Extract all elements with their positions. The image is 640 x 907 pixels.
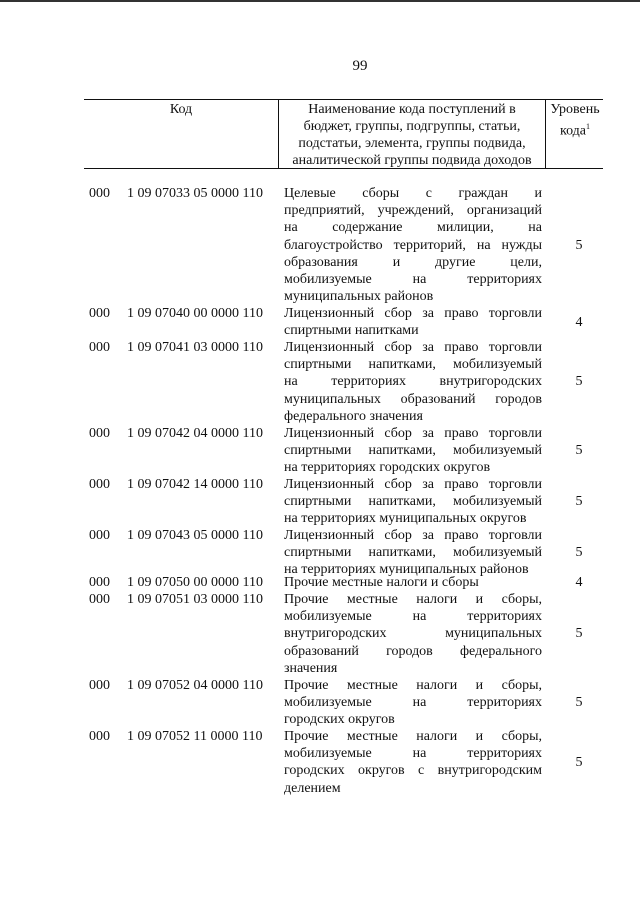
header-level-line: кода <box>559 123 587 139</box>
header-level-line: Уровень <box>550 102 600 117</box>
income-name <box>284 728 542 797</box>
income-name-line: спиртными напитками, мобилизуемый <box>284 494 542 510</box>
income-name-line: Прочие местные налоги и сборы, <box>284 729 542 744</box>
income-name <box>284 305 542 339</box>
header-name <box>279 101 545 169</box>
income-name-line: Целевые сборы с граждан и <box>284 186 542 201</box>
admin-code: 000 <box>89 340 110 355</box>
table-row <box>0 425 640 477</box>
income-name-line: спиртными напитками <box>284 323 419 339</box>
income-name <box>284 185 542 305</box>
income-code: 1 09 07051 03 0000 110 <box>127 592 263 607</box>
income-name-line: на территориях муниципальных районов <box>284 562 529 578</box>
admin-code: 000 <box>89 528 110 543</box>
admin-code: 000 <box>89 678 110 693</box>
income-name-line: благоустройство территорий, на нужды <box>284 237 542 253</box>
income-name-line: Лицензионный сбор за право торговли <box>284 528 542 543</box>
header-level <box>546 101 604 140</box>
income-name-line: мобилизуемые на территориях <box>284 695 542 711</box>
income-name-line: спиртными напитками, мобилизуемый <box>284 545 542 561</box>
income-name <box>284 677 542 729</box>
income-name-line: на территориях внутригородских <box>284 374 542 390</box>
income-name-line: Прочие местные налоги и сборы <box>284 575 479 590</box>
table-row <box>0 185 640 305</box>
page-number: 99 <box>352 58 368 74</box>
income-name-line: Лицензионный сбор за право торговли <box>284 477 542 492</box>
code-level: 4 <box>575 314 583 330</box>
income-name-line: на территориях городских округов <box>284 460 491 476</box>
income-name-line: Прочие местные налоги и сборы, <box>284 678 542 693</box>
income-name-line: спиртными напитками, мобилизуемый <box>284 443 542 459</box>
code-level: 5 <box>575 374 583 390</box>
income-name-line: муниципальных образований городов <box>284 391 542 407</box>
income-name-line: мобилизуемые на территориях <box>284 746 542 762</box>
income-code: 1 09 07050 00 0000 110 <box>127 575 263 590</box>
header-name-line: аналитической группы подвида доходов <box>292 153 532 168</box>
income-name-line: федерального значения <box>284 408 423 424</box>
income-name <box>284 339 542 425</box>
income-name-line: мобилизуемые на территориях <box>284 609 542 625</box>
code-level: 5 <box>575 443 583 459</box>
table-row <box>0 677 640 729</box>
admin-code: 000 <box>89 575 110 590</box>
table-row <box>0 476 640 528</box>
header-name-line: бюджет, группы, подгруппы, статьи, <box>303 119 521 134</box>
code-level: 5 <box>575 695 583 711</box>
income-name-line: образований городов федерального <box>284 643 542 659</box>
admin-code: 000 <box>89 729 110 744</box>
header-top-border <box>84 99 603 100</box>
header-code-label: Код <box>169 102 193 117</box>
table-row <box>0 527 640 579</box>
table-row <box>0 728 640 797</box>
income-name-line: предприятий, учреждений, организаций <box>284 203 542 219</box>
income-code: 1 09 07040 00 0000 110 <box>127 306 263 321</box>
income-code: 1 09 07033 05 0000 110 <box>127 186 263 201</box>
code-level: 5 <box>575 237 583 253</box>
income-name <box>284 591 542 677</box>
header-level-footnote: 1 <box>586 122 591 131</box>
admin-code: 000 <box>89 592 110 607</box>
header-name-line: Наименование кода поступлений в <box>308 102 516 117</box>
income-name <box>284 476 542 528</box>
table-row <box>0 591 640 677</box>
header-name-line: подстатьи, элемента, группы подвида, <box>298 136 526 151</box>
income-name-line: муниципальных районов <box>284 289 434 305</box>
admin-code: 000 <box>89 306 110 321</box>
income-name-line: на территориях муниципальных округов <box>284 511 527 527</box>
income-name-line: городских округов с внутригородским <box>284 763 542 779</box>
income-name-line: Лицензионный сбор за право торговли <box>284 306 542 321</box>
income-name-line: городских округов <box>284 712 395 728</box>
income-code: 1 09 07043 05 0000 110 <box>127 528 263 543</box>
income-code: 1 09 07042 14 0000 110 <box>127 477 263 492</box>
admin-code: 000 <box>89 426 110 441</box>
income-name-line: значения <box>284 660 338 676</box>
income-name-line: внутригородских муниципальных <box>284 626 542 642</box>
income-name-line: делением <box>284 780 341 796</box>
income-name-line: Лицензионный сбор за право торговли <box>284 426 542 441</box>
income-code: 1 09 07052 04 0000 110 <box>127 678 263 693</box>
table-row <box>0 305 640 339</box>
income-name-line: мобилизуемые на территориях <box>284 272 542 288</box>
table-row <box>0 574 640 591</box>
income-name <box>284 527 542 579</box>
income-name-line: спиртными напитками, мобилизуемый <box>284 357 542 373</box>
income-code: 1 09 07042 04 0000 110 <box>127 426 263 441</box>
income-name <box>284 425 542 477</box>
header-code <box>84 101 278 118</box>
code-level: 5 <box>575 494 583 510</box>
income-name-line: на содержание милиции, на <box>284 220 542 236</box>
code-level: 5 <box>575 754 583 770</box>
code-level: 4 <box>575 575 583 590</box>
table-row <box>0 339 640 425</box>
code-level: 5 <box>575 626 583 642</box>
income-code: 1 09 07052 11 0000 110 <box>127 729 263 744</box>
admin-code: 000 <box>89 477 110 492</box>
income-code: 1 09 07041 03 0000 110 <box>127 340 263 355</box>
top-rule <box>0 0 640 2</box>
income-name-line: Прочие местные налоги и сборы, <box>284 592 542 607</box>
income-name-line: образования и другие цели, <box>284 254 542 270</box>
income-name <box>284 574 542 591</box>
code-level: 5 <box>575 545 583 561</box>
admin-code: 000 <box>89 186 110 201</box>
income-name-line: Лицензионный сбор за право торговли <box>284 340 542 355</box>
